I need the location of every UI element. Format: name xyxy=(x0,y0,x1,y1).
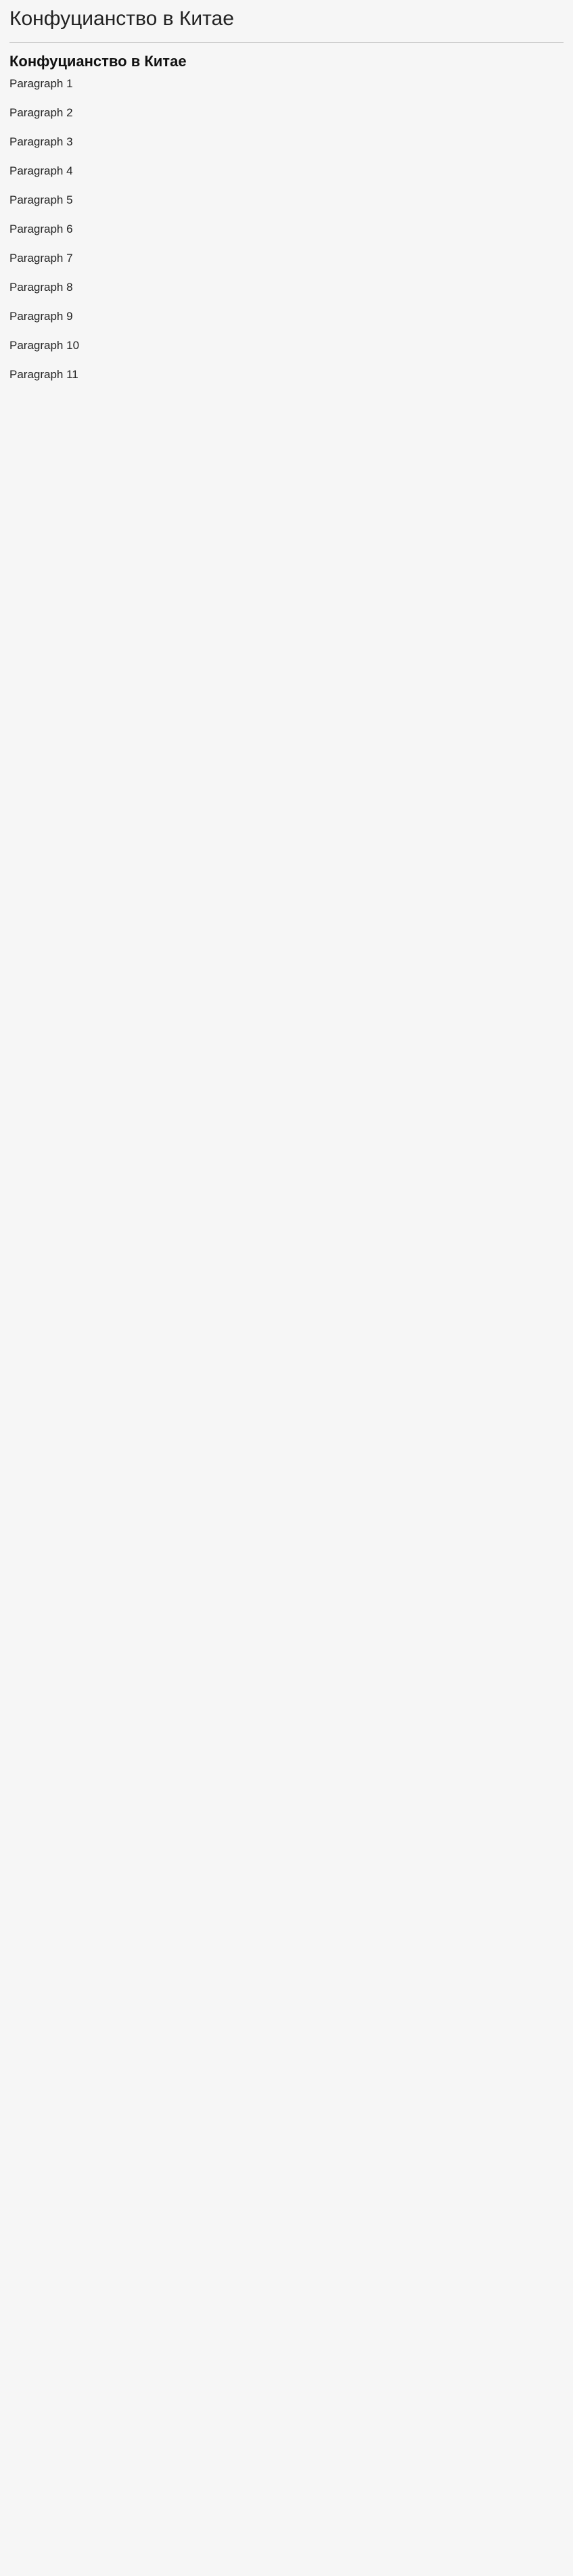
title-divider xyxy=(9,42,564,43)
paragraph: Paragraph 3 xyxy=(9,135,73,148)
paragraph: Paragraph 9 xyxy=(9,310,73,323)
paragraph: Paragraph 5 xyxy=(9,193,73,206)
paragraph: Paragraph 6 xyxy=(9,223,73,235)
paragraph: Paragraph 11 xyxy=(9,368,78,381)
paragraph: Paragraph 2 xyxy=(9,106,73,119)
article-body xyxy=(9,75,564,383)
article-title: Конфуцианство в Китае xyxy=(9,53,187,70)
paragraph: Paragraph 10 xyxy=(9,339,80,352)
paragraph: Paragraph 7 xyxy=(9,252,73,264)
paragraph: Paragraph 1 xyxy=(9,77,73,90)
paragraph: Paragraph 8 xyxy=(9,281,73,294)
site-title: Конфуцианство в Китае xyxy=(9,7,234,30)
paragraph: Paragraph 4 xyxy=(9,164,73,177)
